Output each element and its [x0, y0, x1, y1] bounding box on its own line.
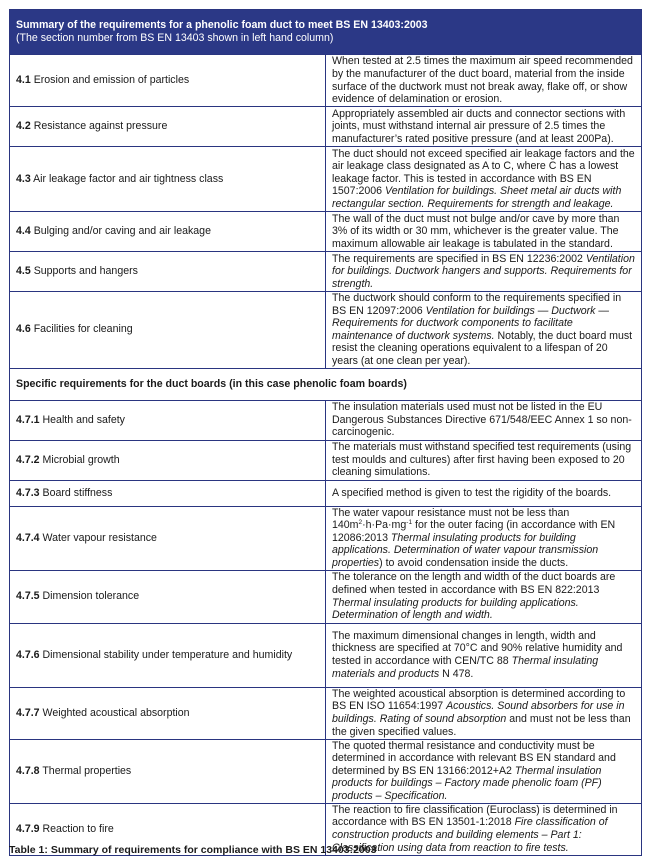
- table-caption: Table 1: Summary of requirements for compliance with BS EN 13403:2003: [9, 844, 377, 856]
- table-row: [10, 623, 642, 687]
- section-number: 4.7.5: [16, 590, 40, 603]
- section-label: Reaction to fire: [42, 822, 114, 835]
- table-row: [10, 252, 642, 292]
- superscript: -1: [406, 519, 413, 527]
- section-label: Bulging and/or caving and air leakage: [33, 225, 211, 238]
- table-row: [10, 292, 642, 369]
- requirement-text-unit: ·h·Pa·mg: [362, 519, 407, 532]
- section-cell: [10, 292, 326, 369]
- section-label: Weighted acoustical absorption: [42, 706, 190, 719]
- standard-title: Ventilation for buildings — Ductwork — Requirements for ductwork components to facilitate maintenance of ductwork systems.: [332, 304, 609, 342]
- requirement-cell: [326, 480, 642, 506]
- standard-title: Acoustics. Sound absorbers for use in buildings. Rating of sound absorption: [332, 700, 625, 726]
- table-row: [10, 687, 642, 739]
- requirement-cell: [326, 440, 642, 480]
- table-row: [10, 739, 642, 803]
- section-cell: [10, 687, 326, 739]
- table-row: [10, 147, 642, 212]
- requirement-cell: [326, 252, 642, 292]
- section-label: Dimension tolerance: [42, 590, 140, 603]
- section-number: 4.7.8: [16, 764, 40, 777]
- section-cell: [10, 570, 326, 623]
- requirement-text: The weighted acoustical absorption is determined according to BS EN ISO 11654:1997: [332, 687, 626, 713]
- section-number: 4.6: [16, 323, 31, 336]
- section-cell: [10, 440, 326, 480]
- standard-title: Ventilation for buildings. Ductwork hangers and supports. Requirements for strength.: [332, 252, 635, 290]
- table-row: [10, 107, 642, 147]
- requirement-text: The tolerance on the length and width of the duct boards are defined when tested in accordance with BS EN 822:2013: [332, 571, 616, 596]
- table-title: Summary of the requirements for a phenolic foam duct to meet BS EN 13403:2003: [16, 19, 428, 32]
- requirement-text: The maximum dimensional changes in length, width and thickness are specified at 70°C and 90% relative humidity and tested in accordance with CEN/TC 88: [332, 629, 623, 668]
- requirement-cell: [326, 212, 642, 252]
- table-header: [10, 10, 642, 55]
- section-cell: [10, 506, 326, 570]
- section-number: 4.4: [16, 225, 31, 238]
- requirement-cell: [326, 292, 642, 369]
- table-subheading: Specific requirements for the duct boards (in this case phenolic foam boards): [10, 368, 642, 400]
- section-label: Thermal properties: [42, 764, 132, 777]
- section-cell: [10, 147, 326, 212]
- requirement-text-continued: and must not be less than the given specified values.: [332, 713, 631, 738]
- table-row: [10, 400, 642, 440]
- section-label: Microbial growth: [42, 453, 120, 466]
- requirement-cell: [326, 147, 642, 212]
- section-cell: [10, 212, 326, 252]
- table-row: [10, 212, 642, 252]
- requirement-text: Appropriately assembled air ducts and connector sections with joints, must withstand internal air pressure of 2.5 times the manufacturer’s rated positive pressure (and at least 200Pa).: [332, 107, 626, 145]
- requirement-text: The reaction to fire classification (Euroclass) is determined in accordance with BS EN 13501-1:2018: [332, 803, 618, 829]
- section-label: Supports and hangers: [33, 265, 138, 278]
- requirement-text: The ductwork should conform to the requirements specified in BS EN 12097:2006: [332, 292, 622, 317]
- requirement-cell: [326, 55, 642, 107]
- requirement-cell: [326, 739, 642, 803]
- section-number: 4.7.7: [16, 706, 40, 719]
- section-cell: [10, 739, 326, 803]
- requirements-table: [9, 9, 642, 856]
- section-label: Dimensional stability under temperature and humidity: [42, 648, 293, 661]
- section-label: Erosion and emission of particles: [33, 74, 190, 87]
- requirement-text-end: ) to avoid condensation inside the ducts.: [379, 556, 569, 569]
- section-cell: [10, 252, 326, 292]
- requirement-text: The quoted thermal resistance and conductivity must be determined in accordance with relevant BS EN standard and determined by BS EN 13166:2012+A2: [332, 739, 616, 777]
- table-row: [10, 55, 642, 107]
- requirement-text-continued: Notably, the duct board must resist the cleaning operations equivalent to a lifespan of 20 years (at one clean per year).: [332, 329, 633, 367]
- section-cell: [10, 107, 326, 147]
- requirements-table-wrapper: [9, 9, 642, 856]
- standard-title: Thermal insulating products for building applications. Determination of water vapour transmission properties: [332, 531, 599, 569]
- section-label: Board stiffness: [42, 486, 113, 499]
- section-label: Facilities for cleaning: [33, 323, 133, 336]
- section-cell: [10, 55, 326, 107]
- section-number: 4.7.3: [16, 486, 40, 499]
- section-number: 4.7.2: [16, 453, 40, 466]
- section-cell: [10, 623, 326, 687]
- section-number: 4.5: [16, 265, 31, 278]
- table-row: [10, 480, 642, 506]
- standard-title: Thermal insulating products for building applications. Determination of length and width.: [332, 596, 579, 622]
- table-row: [10, 506, 642, 570]
- requirement-text: The requirements are specified in BS EN 12236:2002: [332, 252, 586, 265]
- requirement-text: The water vapour resistance must not be less than 140m: [332, 506, 570, 532]
- requirement-text: When tested at 2.5 times the maximum air speed recommended by the manufacturer of the duct board, material from the inside surface of the ductwork must not break away, flake off, or show evidence of delamination or erosion.: [332, 55, 633, 106]
- section-number: 4.7.9: [16, 822, 40, 835]
- standard-title: Ventilation for buildings. Sheet metal air ducts with rectangular section. Requirements for strength and leakage.: [332, 185, 622, 210]
- section-number: 4.3: [16, 172, 31, 185]
- section-cell: [10, 400, 326, 440]
- section-label: Resistance against pressure: [33, 120, 168, 133]
- standard-title: Thermal insulation products for buildings – Factory made phenolic foam (PF) products – Specification.: [332, 764, 602, 802]
- requirement-text: The wall of the duct must not bulge and/or cave by more than 3% of its width or 30 mm, whichever is the greater value. The maximum allowable air leakage is tabulated in the standard.: [332, 212, 620, 250]
- requirement-text-continued: N 478.: [439, 667, 474, 680]
- requirement-text: A specified method is given to test the rigidity of the boards.: [332, 486, 612, 499]
- table-subtitle: (The section number from BS EN 13403 shown in left hand column): [16, 32, 334, 44]
- table-row: [10, 440, 642, 480]
- requirement-cell: [326, 570, 642, 623]
- requirement-cell: [326, 623, 642, 687]
- section-number: 4.7.4: [16, 531, 40, 544]
- table-subheading-row: [10, 368, 642, 400]
- section-number: 4.2: [16, 120, 31, 133]
- requirement-cell: [326, 107, 642, 147]
- requirement-text: The duct should not exceed specified air leakage factors and the air leakage class designated as A to C, where C has a lowest leakage factor. This is tested in accordance with BS EN 1507:2006: [332, 147, 635, 198]
- requirement-text-continued: for the outer facing (in accordance with EN 12086:2013: [332, 519, 616, 544]
- superscript: 2: [358, 519, 363, 527]
- requirement-text: The materials must withstand specified test requirements (using test moulds and cultures) after first having been exposed to 20 cleaning simulations.: [332, 441, 632, 479]
- section-cell: [10, 480, 326, 506]
- requirement-cell: [326, 687, 642, 739]
- requirement-cell: [326, 506, 642, 570]
- standard-title: Thermal insulating materials and products: [332, 655, 599, 680]
- section-number: 4.1: [16, 74, 31, 87]
- section-number: 4.7.1: [16, 413, 40, 426]
- section-label: Health and safety: [42, 413, 125, 426]
- standard-title: Fire classification of construction products and building elements – Part 1: Classification using data from reaction to fire tests.: [332, 816, 608, 854]
- requirement-text: The insulation materials used must not be listed in the EU Dangerous Substances Directive 671/548/EEC Annex 1 so non-carcinogenic.: [332, 401, 632, 439]
- section-label: Air leakage factor and air tightness class: [33, 172, 224, 185]
- section-label: Water vapour resistance: [42, 531, 157, 544]
- table-row: [10, 570, 642, 623]
- section-number: 4.7.6: [16, 648, 40, 661]
- requirement-cell: [326, 400, 642, 440]
- table-header-cell: [10, 10, 642, 55]
